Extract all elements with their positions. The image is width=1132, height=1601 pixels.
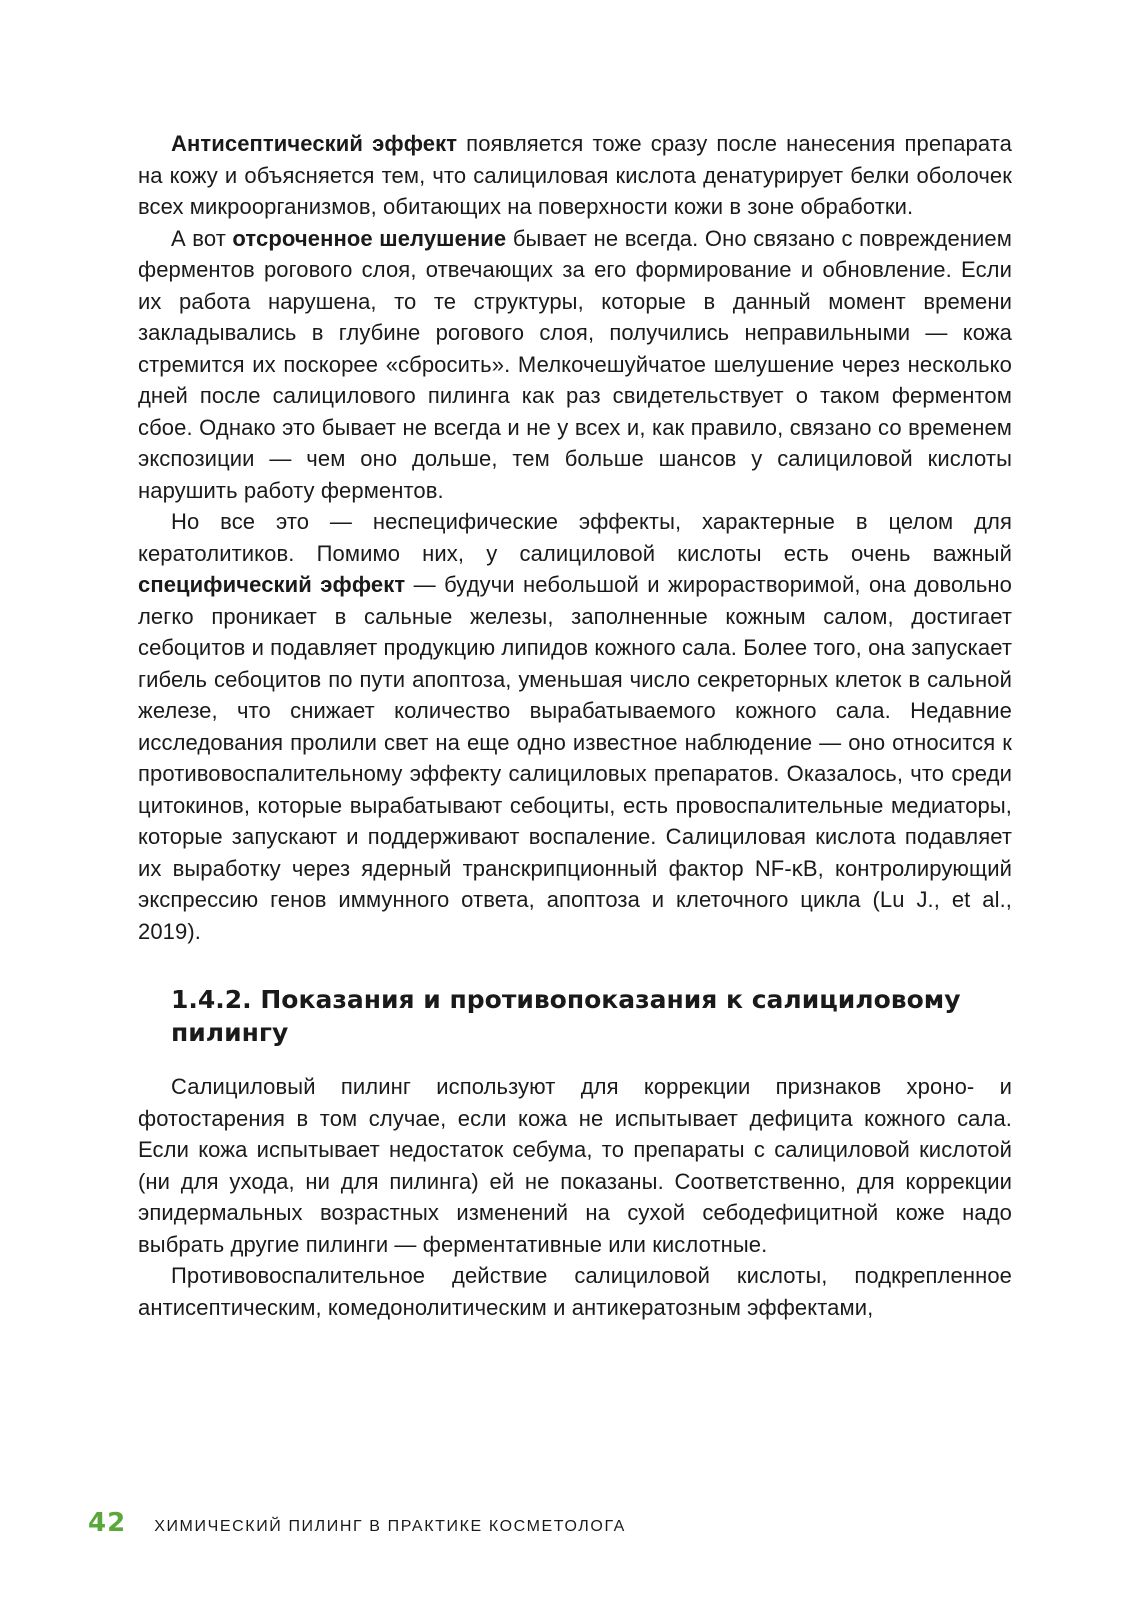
running-title: ХИМИЧЕСКИЙ ПИЛИНГ В ПРАКТИКЕ КОСМЕТОЛОГА	[154, 1518, 626, 1535]
bold-term-delayed-peeling: отсроченное шелушение	[232, 225, 507, 251]
page-number: 42	[88, 1508, 127, 1538]
paragraph-text-post: — будучи небольшой и жирорастворимой, она довольно легко проникает в сальные железы, заполненные кожным салом, достигает себоцитов и подавляет продукцию липидов кожного сала. Более того, она запускает гибель себоцитов по пути апоптоза, уменьшая число секреторных клеток в сальной железе, что снижает количество вырабатываемого кожного сала. Недавние исследования пролили свет на еще одно известное наблюдение — оно относится к противовоспалительному эффекту салициловых препаратов. Оказалось, что среди цитокинов, которые вырабатывают себоциты, есть провоспалительные медиаторы, которые запускают и поддерживают воспаление. Салициловая кислота подавляет их выработку через ядерный транскрипционный фактор NF-κB, контролирующий экспрессию генов иммунного ответа, апоптоза и клеточного цикла (Lu J., et al., 2019).	[138, 572, 1013, 944]
bold-term-specific-effect: специфический эффект	[138, 572, 406, 597]
paragraph-delayed-peeling	[138, 223, 1012, 507]
paragraph-text: появляется тоже сразу после нанесения препарата на кожу и объясняется тем, что салициловая кислота денатурирует белки оболочек всех микроорганизмов, обитающих на поверхности кожи в зоне обработки.	[138, 131, 1012, 219]
paragraph-antiseptic-effect	[138, 128, 1012, 223]
bold-term-antiseptic-effect: Антисептический эффект	[171, 131, 458, 156]
paragraph-indications: Салициловый пилинг используют для коррекции признаков хроно- и фотостарения в том случае, если кожа не испытывает дефицита кожного сала. Если кожа испытывает недостаток себума, то препараты с салициловой кислотой (ни для ухода, ни для пилинга) ей не показаны. Соответственно, для коррекции эпидермальных возрастных изменений на сухой себодефицитной коже надо выбрать другие пилинги — ферментативные или кислотные.	[138, 1074, 1012, 1257]
paragraph-text-pre: Но все это — неспецифические эффекты, характерные в целом для кератолитиков. Помимо них, у салициловой кислоты есть очень важный	[138, 509, 1012, 566]
paragraph-anti-inflammatory: Противовоспалительное действие салициловой кислоты, подкрепленное антисептическим, комедонолитическим и антикератозным эффектами,	[138, 1263, 1012, 1320]
paragraph-text-pre: А вот	[171, 225, 233, 251]
paragraph-text-post: бывает не всегда. Оно связано с повреждением ферментов рогового слоя, отвечающих за его формирование и обновление. Если их работа нарушена, то те структуры, которые в данный момент времени закладывались в глубине рогового слоя, получились неправильными — кожа стремится их поскорее «сбросить». Мелкочешуйчатое шелушение через несколько дней после салицилового пилинга как раз свидетельствует о таком ферментом сбое. Однако это бывает не всегда и не у всех и, как правило, связано со временем экспозиции — чем оно дольше, тем больше шансов у салициловой кислоты нарушить работу ферментов.	[138, 225, 1012, 503]
page-body	[138, 128, 1012, 1323]
paragraph-specific-effect	[138, 506, 1012, 947]
page-footer	[88, 1508, 626, 1538]
section-heading: 1.4.2. Показания и противопоказания к салициловому пилингу	[171, 985, 961, 1047]
